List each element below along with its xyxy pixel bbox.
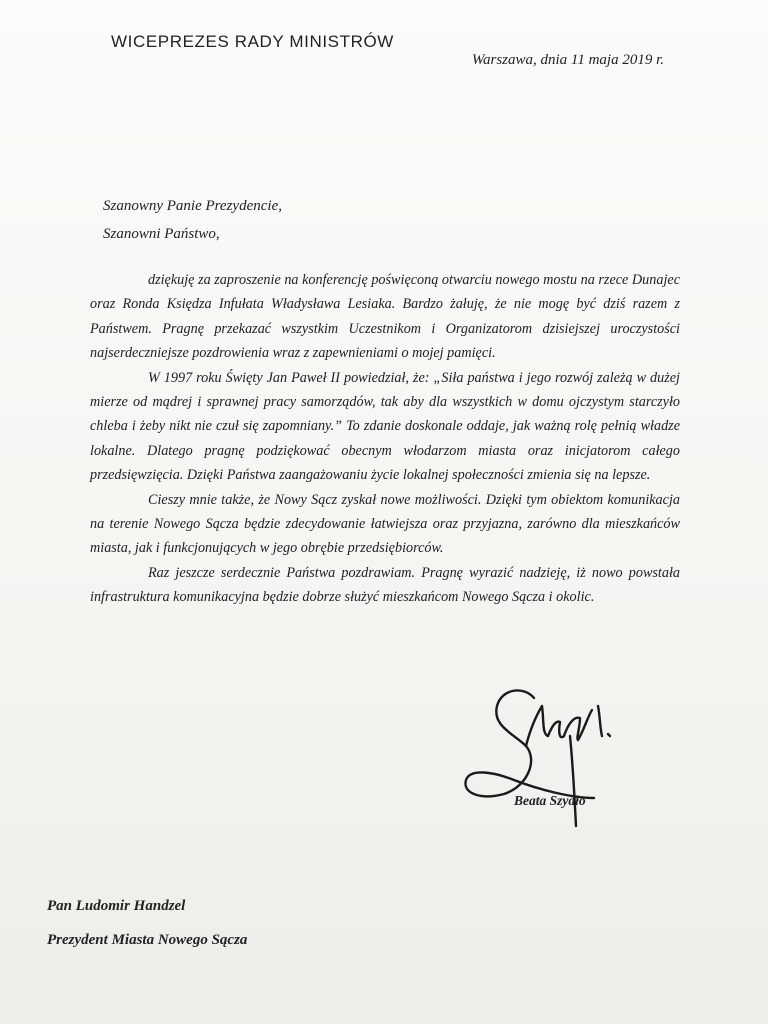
paragraph-3: Cieszy mnie także, że Nowy Sącz zyskał nowe możliwości. Dzięki tym obiektom komunikacja na terenie Nowego Sącza będzie zdecydowanie łatwiejsza oraz przyjazna, zarówno dla mieszkańców miasta, jak i funkcjonujących w jego obrębie przedsiębiorców. bbox=[90, 491, 680, 557]
signature-name: Beata Szydło bbox=[514, 793, 586, 808]
handwritten-signature bbox=[452, 676, 652, 846]
letter-body bbox=[90, 268, 680, 610]
paragraph-1: dziękuję za zaproszenie na konferencję poświęconą otwarciu nowego mostu na rzece Dunajec oraz Ronda Księdza Infułata Władysława Lesiaka. Bardzo żałuję, że nie mogę być dziś razem z Państwem. Pragnę przekazać wszystkim Uczestnikom i Organizatorom dzisiejszej uroczystości najserdeczniejsze pozdrowienia wraz z zapewnieniami o mojej pamięci. bbox=[90, 272, 680, 362]
office-title: WICEPREZES RADY MINISTRÓW bbox=[111, 32, 394, 51]
salutation-line-2: Szanowni Państwo, bbox=[103, 226, 220, 242]
recipient-title: Prezydent Miasta Nowego Sącza bbox=[47, 932, 248, 948]
salutation-line-1: Szanowny Panie Prezydencie, bbox=[103, 198, 282, 214]
paragraph-4: Raz jeszcze serdecznie Państwa pozdrawiam. Pragnę wyrazić nadzieję, iż nowo powstała infrastruktura komunikacyjna będzie dobrze służyć mieszkańcom Nowego Sącza i okolic. bbox=[90, 564, 680, 606]
recipient-name: Pan Ludomir Handzel bbox=[47, 898, 186, 914]
place-date: Warszawa, dnia 11 maja 2019 r. bbox=[471, 52, 664, 68]
paragraph-2: W 1997 roku Święty Jan Paweł II powiedział, że: „Siła państwa i jego rozwój zależą w dużej mierze od mądrej i sprawnej pracy samorządów, tak aby dla wszystkich w domu ojczystym starczyło chleba i żeby nikt nie czuł się zapomniany.” To zdanie doskonale oddaje, jak ważną rolę pełnią władze lokalne. Dlatego pragnę podziękować obecnym włodarzom miasta oraz inicjatorom całego przedsięwzięcia. Dzięki Państwa zaangażowaniu życie lokalnej społeczności zmienia się na lepsze. bbox=[90, 369, 680, 484]
